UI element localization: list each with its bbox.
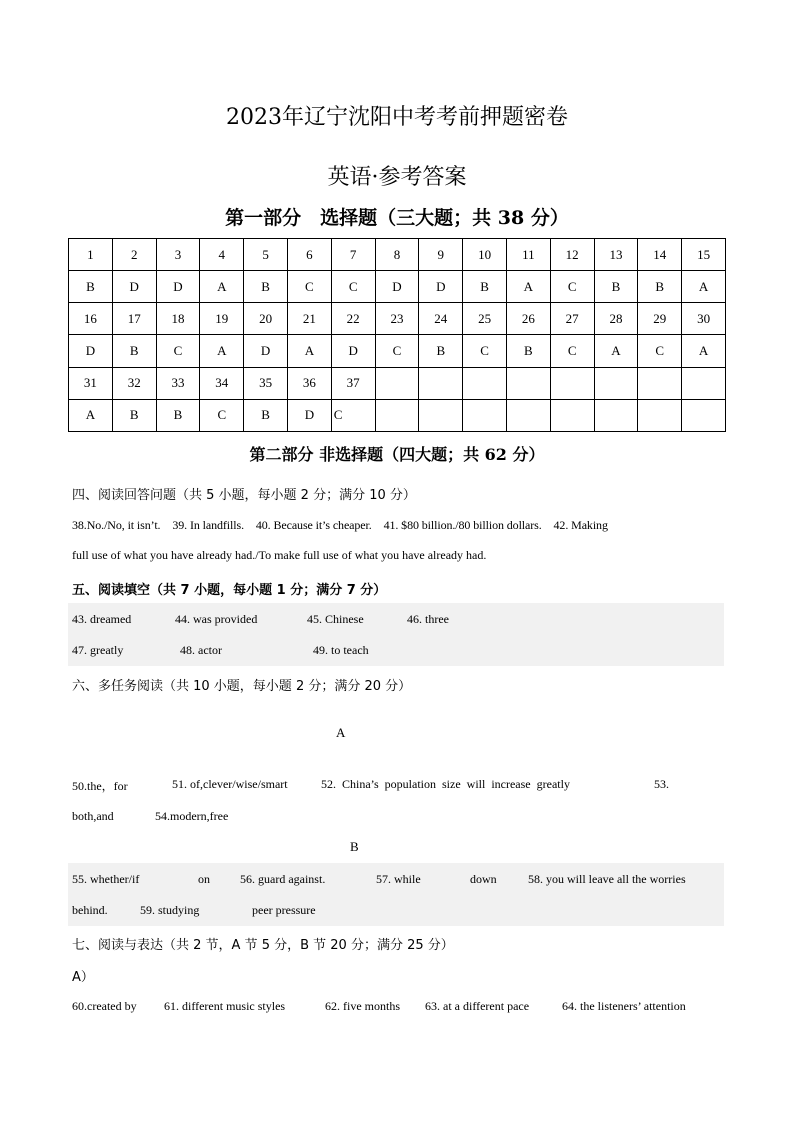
answer-53: both,and (72, 809, 114, 823)
answer-58: 58. you will leave all the worries (528, 872, 686, 886)
section4-answers-line2: full use of what you have already had./To make full use of what you have already had. (72, 548, 487, 562)
question-number-cell: 9 (419, 239, 463, 271)
question-number-cell: 3 (156, 239, 200, 271)
answer-letter-cell: C (638, 335, 682, 367)
answer-letter-cell: B (244, 399, 288, 431)
question-number-cell: 15 (682, 239, 726, 271)
answer-43: 43. dreamed (72, 612, 132, 626)
question-number-cell: 16 (69, 303, 113, 335)
question-number-cell: 10 (463, 239, 507, 271)
question-number-cell (550, 367, 594, 399)
answer-letter-cell: C (331, 271, 375, 303)
section6-a-line1 (72, 777, 724, 793)
question-number-cell: 33 (156, 367, 200, 399)
question-number-cell: 22 (331, 303, 375, 335)
answer-52: 52. China’s population size will increase greatly (321, 777, 570, 791)
answer-letter-cell: B (463, 271, 507, 303)
answer-letter-cell: D (244, 335, 288, 367)
answer-table-row (69, 335, 726, 367)
answer-60: 60.created by (72, 999, 137, 1013)
answer-letter-cell: A (682, 271, 726, 303)
answer-59-second: peer pressure (252, 903, 316, 917)
section6-part-b-label: B (350, 839, 359, 854)
answer-letter-cell: A (69, 399, 113, 431)
answer-50: 50.the，for (72, 779, 128, 793)
question-number-cell: 13 (594, 239, 638, 271)
question-number-cell: 4 (200, 239, 244, 271)
answer-letter-cell (638, 399, 682, 431)
answer-letter-cell: A (594, 335, 638, 367)
question-number-cell: 12 (550, 239, 594, 271)
question-number-cell (463, 367, 507, 399)
answer-45: 45. Chinese (307, 612, 364, 626)
answer-53-number: 53. (654, 777, 669, 791)
answer-47: 47. greatly (72, 643, 124, 657)
answer-letter-cell: B (419, 335, 463, 367)
answer-letter-cell: A (682, 335, 726, 367)
section7-heading: 七、阅读与表达（共 2 节，A 节 5 分，B 节 20 分；满分 25 分） (72, 938, 454, 953)
section6-heading: 六、多任务阅读（共 10 小题，每小题 2 分；满分 20 分） (72, 679, 412, 694)
document-subtitle: 英语·参考答案 (327, 165, 467, 190)
answer-letter-cell: D (331, 335, 375, 367)
answer-letter-cell: B (638, 271, 682, 303)
answer-table-row (69, 303, 726, 335)
answer-letter-cell: B (506, 335, 550, 367)
answer-table-row (69, 399, 726, 431)
question-number-cell: 20 (244, 303, 288, 335)
answer-letter-cell: D (156, 271, 200, 303)
answer-57-second: down (470, 872, 497, 886)
answer-letter-cell (594, 399, 638, 431)
question-number-cell (506, 367, 550, 399)
question-number-cell: 8 (375, 239, 419, 271)
question-number-cell: 36 (287, 367, 331, 399)
answer-letter-cell: B (156, 399, 200, 431)
question-number-cell: 35 (244, 367, 288, 399)
answer-letter-cell: C (331, 399, 375, 431)
question-number-cell (638, 367, 682, 399)
answer-59: 59. studying (140, 903, 200, 917)
answer-letter-cell: C (156, 335, 200, 367)
question-number-cell: 25 (463, 303, 507, 335)
answer-letter-cell: B (244, 271, 288, 303)
section4-answers-line1: 38.No./No, it isn’t. 39. In landfills. 40. Because it’s cheaper. 41. $80 billion./80 billion dollars. 42. Making (72, 518, 608, 532)
question-number-cell (375, 367, 419, 399)
question-number-cell: 27 (550, 303, 594, 335)
answer-letter-cell: B (112, 399, 156, 431)
answer-letter-cell (682, 399, 726, 431)
part1-heading: 第一部分 选择题（三大题；共 38 分） (225, 207, 569, 229)
answer-55-second: on (198, 872, 210, 886)
answer-44: 44. was provided (175, 612, 258, 626)
question-number-cell (682, 367, 726, 399)
answer-63: 63. at a different pace (425, 999, 530, 1013)
answer-letter-cell: C (375, 335, 419, 367)
answer-table (68, 238, 726, 432)
answer-58-end: behind. (72, 903, 108, 917)
answer-letter-cell: A (287, 335, 331, 367)
section5-heading: 五、阅读填空（共 7 小题，每小题 1 分；满分 7 分） (72, 583, 387, 598)
question-number-cell: 23 (375, 303, 419, 335)
answer-letter-cell: C (200, 399, 244, 431)
answer-letter-cell (463, 399, 507, 431)
answer-letter-cell: D (69, 335, 113, 367)
answer-letter-cell: B (112, 335, 156, 367)
section6-b-line2 (72, 903, 724, 919)
question-number-cell: 34 (200, 367, 244, 399)
section4-heading: 四、阅读回答问题（共 5 小题，每小题 2 分；满分 10 分） (72, 488, 416, 503)
answer-46: 46. three (407, 612, 449, 626)
answer-61: 61. different music styles (164, 999, 286, 1013)
answer-51: 51. of,clever/wise/smart (172, 777, 288, 791)
question-number-cell: 17 (112, 303, 156, 335)
part2-heading: 第二部分 非选择题（四大题；共 62 分） (249, 445, 545, 464)
answer-letter-cell: A (506, 271, 550, 303)
answer-table-row (69, 367, 726, 399)
answer-55: 55. whether/if (72, 872, 140, 886)
question-number-cell: 24 (419, 303, 463, 335)
question-number-cell: 37 (331, 367, 375, 399)
answer-letter-cell (550, 399, 594, 431)
answer-56: 56. guard against. (240, 872, 326, 886)
question-number-cell: 18 (156, 303, 200, 335)
answer-62: 62. five months (325, 999, 400, 1013)
question-number-cell: 7 (331, 239, 375, 271)
answer-letter-cell: D (112, 271, 156, 303)
answer-letter-cell: D (287, 399, 331, 431)
question-number-cell: 14 (638, 239, 682, 271)
section5-row1 (72, 612, 724, 628)
answer-letter-cell: A (200, 271, 244, 303)
question-number-cell: 31 (69, 367, 113, 399)
answer-49: 49. to teach (313, 643, 369, 657)
question-number-cell: 11 (506, 239, 550, 271)
answer-letter-cell (375, 399, 419, 431)
answer-letter-cell: C (550, 271, 594, 303)
answer-letter-cell (506, 399, 550, 431)
section6-a-line2 (72, 809, 724, 825)
answer-table-body (69, 239, 726, 432)
question-number-cell (419, 367, 463, 399)
question-number-cell: 21 (287, 303, 331, 335)
question-number-cell: 19 (200, 303, 244, 335)
question-number-cell: 5 (244, 239, 288, 271)
question-number-cell: 1 (69, 239, 113, 271)
answer-letter-cell: D (375, 271, 419, 303)
section7-a-line (72, 999, 724, 1015)
answer-54: 54.modern,free (155, 809, 229, 823)
answer-64: 64. the listeners’ attention (562, 999, 686, 1013)
question-number-cell: 6 (287, 239, 331, 271)
answer-letter-cell: C (550, 335, 594, 367)
answer-letter-cell: C (287, 271, 331, 303)
section5-row2 (72, 643, 724, 659)
answer-table-row (69, 239, 726, 271)
section7-part-a-label: A） (72, 970, 94, 985)
question-number-cell: 2 (112, 239, 156, 271)
answer-letter-cell: C (463, 335, 507, 367)
answer-letter-cell: B (594, 271, 638, 303)
section6-b-line1 (72, 872, 724, 888)
answer-letter-cell: A (200, 335, 244, 367)
answer-57: 57. while (376, 872, 421, 886)
answer-48: 48. actor (180, 643, 222, 657)
question-number-cell: 29 (638, 303, 682, 335)
question-number-cell (594, 367, 638, 399)
question-number-cell: 26 (506, 303, 550, 335)
answer-table-row (69, 271, 726, 303)
answer-letter-cell: B (69, 271, 113, 303)
answer-letter-cell: D (419, 271, 463, 303)
document-title: 2023年辽宁沈阳中考考前押题密卷 (226, 105, 568, 130)
question-number-cell: 32 (112, 367, 156, 399)
answer-letter-cell (419, 399, 463, 431)
question-number-cell: 30 (682, 303, 726, 335)
section6-part-a-label: A (336, 725, 346, 740)
question-number-cell: 28 (594, 303, 638, 335)
